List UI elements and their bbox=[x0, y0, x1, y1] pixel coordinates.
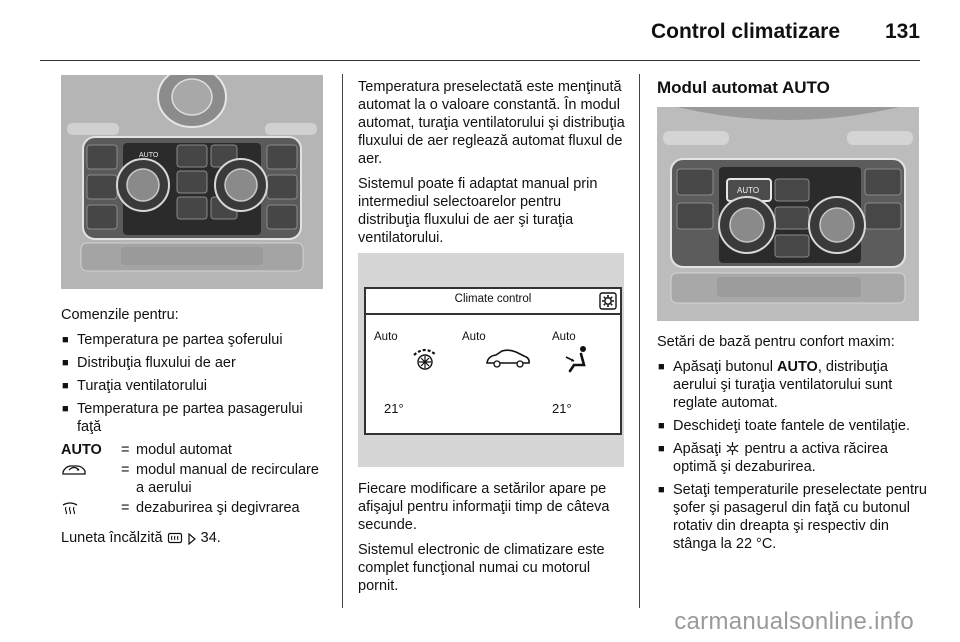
list-item: ■ Turaţia ventilatorului bbox=[61, 377, 329, 395]
display-temp-right: 21° bbox=[552, 401, 572, 416]
definition-row: = dezaburirea şi degivrarea bbox=[61, 499, 329, 517]
ac-snowflake-icon bbox=[725, 441, 740, 456]
page-reference: 34. bbox=[200, 530, 221, 546]
list-item: ■ Setaţi temperaturile preselectate pentru şofer şi pasagerul din faţă cu butonul rotativ din dreapta şi respectiv din stânga la 22 °C. bbox=[657, 481, 927, 553]
controls-list bbox=[61, 331, 329, 436]
display-titlebar bbox=[366, 289, 620, 315]
column-divider-2 bbox=[639, 74, 640, 608]
list-item: ■ Distribuţia fluxului de aer bbox=[61, 354, 329, 372]
definition-row: AUTO = modul automat bbox=[61, 442, 232, 458]
settings-icon bbox=[599, 292, 617, 310]
header-rule bbox=[40, 60, 920, 61]
car-recirculation-icon bbox=[484, 347, 532, 369]
auto-intro: Setări de bază pentru confort maxim: bbox=[657, 334, 895, 350]
watermark: carmanualsonline.info bbox=[674, 608, 914, 635]
page-reference-icon bbox=[187, 533, 197, 545]
list-item: ■ Deschideţi toate fantele de ventilaţie. bbox=[657, 417, 927, 435]
list-item: ■ Apăsaţi butonul AUTO, distribuţia aerului şi turaţia ventilatorului sunt reglate automat. bbox=[657, 358, 927, 412]
defrost-icon bbox=[61, 501, 79, 515]
controls-intro: Comenzile pentru: bbox=[61, 307, 179, 323]
climate-display-illustration bbox=[358, 253, 624, 467]
air-distribution-seat-icon bbox=[562, 345, 592, 373]
list-item: ■ Apăsaţi pentru a activa răcirea optimă şi dezaburirea. bbox=[657, 440, 927, 476]
definition-term: AUTO bbox=[61, 442, 102, 458]
display-auto-left: Auto bbox=[374, 331, 398, 343]
paragraph: Fiecare modificare a setărilor apare pe afişajul pentru informaţii timp de câteva secunde. bbox=[358, 481, 610, 533]
climate-panel-photo bbox=[61, 75, 323, 289]
definition-table bbox=[61, 441, 329, 517]
page-title: Control climatizare bbox=[650, 20, 840, 43]
paragraph: Sistemul electronic de climatizare este complet funcţional numai cu motorul pornit. bbox=[358, 542, 605, 594]
display-temp-left: 21° bbox=[384, 401, 404, 416]
rear-window-note: Luneta încălzită 34. bbox=[61, 530, 221, 546]
list-item: ■ Temperatura pe partea pasagerului faţă bbox=[61, 400, 329, 436]
rear-window-heater-icon bbox=[167, 532, 183, 545]
paragraph: Temperatura preselectată este menţinută automat la o valoare constantă. În modul automat, turaţia ventilatorului şi distribuţia fluxului de aer reglează automat fluxul de aer. bbox=[358, 79, 625, 167]
display-panel bbox=[364, 287, 622, 435]
display-auto-right: Auto bbox=[552, 331, 576, 343]
display-auto-center: Auto bbox=[462, 331, 486, 343]
fan-icon bbox=[410, 345, 440, 371]
photo-auto-label: AUTO bbox=[737, 186, 760, 195]
display-title: Climate control bbox=[454, 293, 532, 305]
definition-row: = modul manual de recirculare a aerului bbox=[61, 461, 329, 497]
auto-button-photo bbox=[657, 107, 919, 321]
recirculation-icon bbox=[61, 463, 87, 477]
page-number: 131 bbox=[884, 20, 920, 43]
section-title: Modul automat AUTO bbox=[657, 78, 830, 97]
list-item: ■ Temperatura pe partea şoferului bbox=[61, 331, 329, 349]
photo-auto-label: AUTO bbox=[139, 152, 159, 159]
column-divider-1 bbox=[342, 74, 343, 608]
paragraph: Sistemul poate fi adaptat manual prin intermediul selectoarelor pentru distribuţia fluxului de aer şi turaţia ventilatorului. bbox=[358, 176, 598, 246]
auto-steps-list bbox=[657, 358, 927, 553]
